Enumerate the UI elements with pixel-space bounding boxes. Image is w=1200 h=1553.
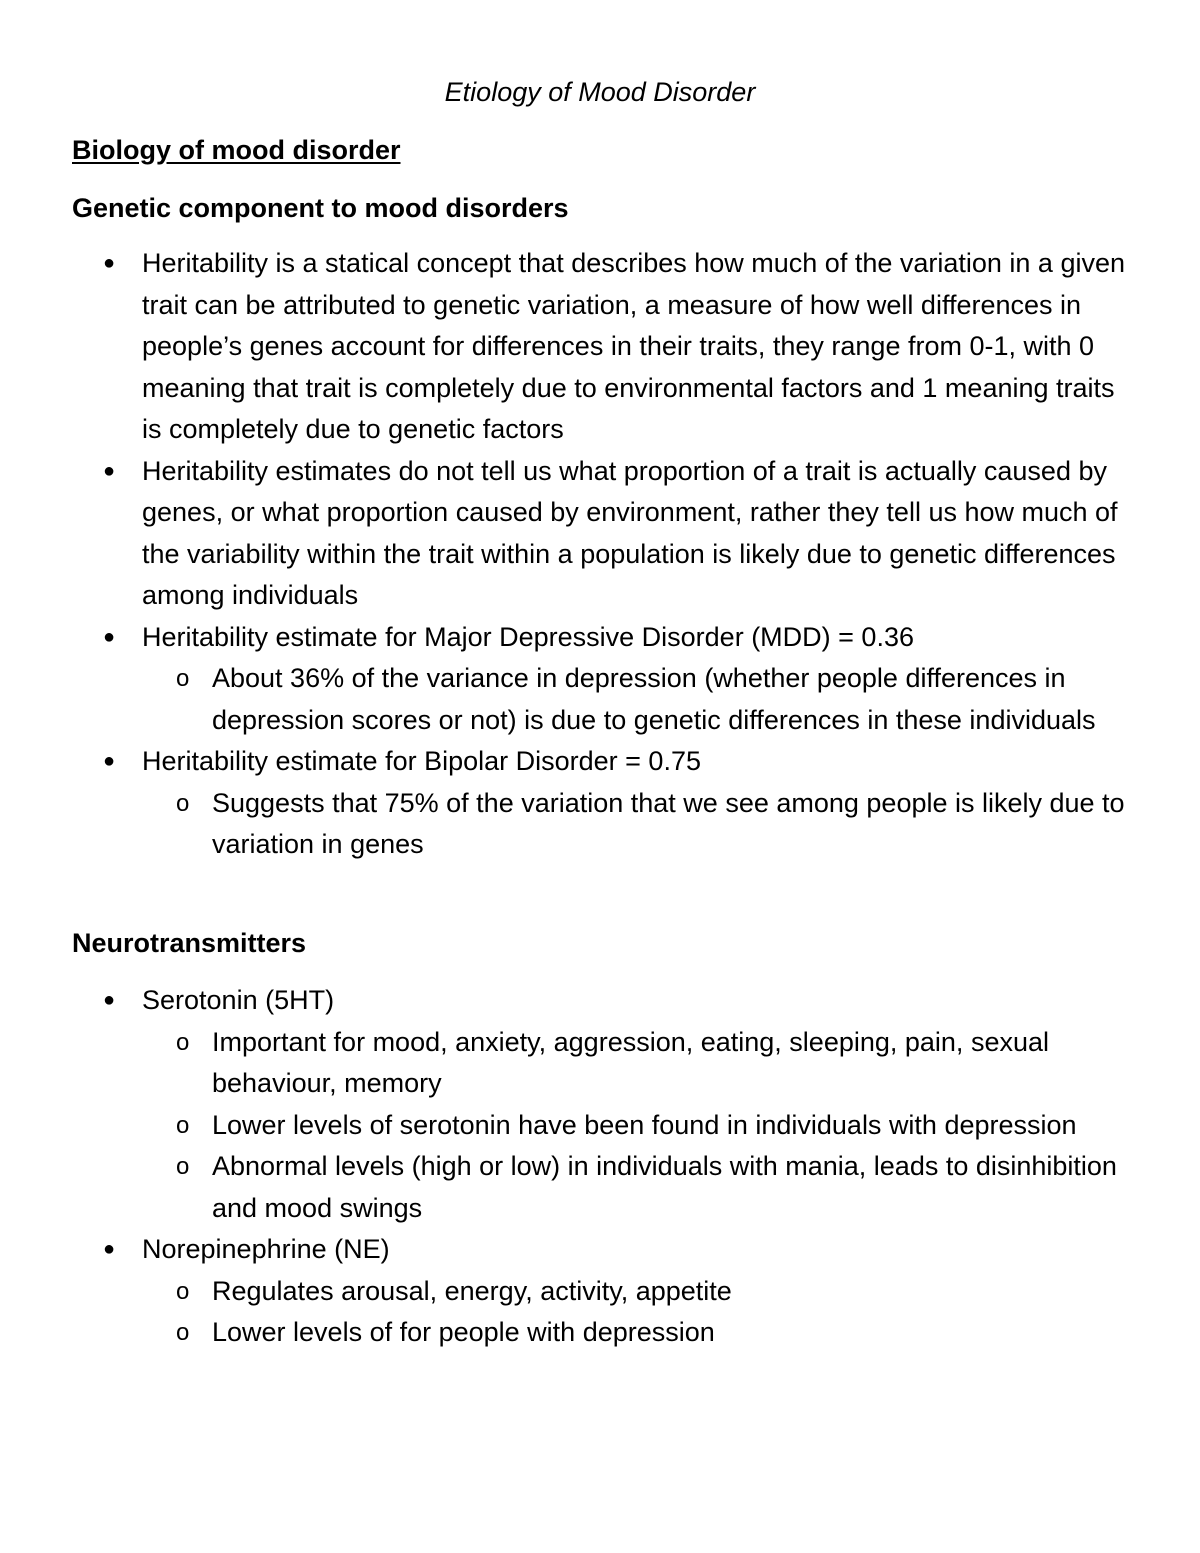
list-item-text: Heritability estimate for Major Depressive Disorder (MDD) = 0.36 (142, 621, 914, 652)
circle-bullet-icon: o (176, 789, 190, 817)
bullet-icon: ● (103, 750, 116, 772)
sub-list-item (0, 1146, 1200, 1229)
neuro-list (0, 980, 1200, 1354)
bullet-icon: ● (103, 1238, 116, 1260)
sub-list-item (0, 1271, 1200, 1313)
list-item (0, 451, 1200, 617)
circle-bullet-icon: o (176, 1319, 190, 1346)
bullet-icon: ● (103, 989, 116, 1011)
list-item (0, 243, 1200, 451)
circle-bullet-icon: o (176, 1277, 190, 1305)
sub-list-item (0, 658, 1200, 741)
circle-bullet-icon: o (176, 1028, 190, 1056)
circle-bullet-icon: o (176, 1111, 190, 1139)
bullet-icon: ● (103, 459, 116, 482)
genetic-heading: Genetic component to mood disorders (72, 193, 569, 223)
circle-bullet-icon: o (176, 1153, 190, 1180)
genetic-list (0, 243, 1200, 866)
sub-list-item (0, 1312, 1200, 1354)
document-title: Etiology of Mood Disorder (444, 77, 756, 107)
list-item-text: Heritability estimate for Bipolar Disorder = 0.75 (142, 746, 701, 776)
list-item (0, 1229, 1200, 1271)
sub-list-item (0, 1022, 1200, 1105)
sub-list-item (0, 783, 1200, 866)
sub-list-item-text: Abnormal levels (high or low) in individuals with mania, leads to disinhibition and mood swings (212, 1151, 1117, 1223)
sub-list-item-text: Regulates arousal, energy, activity, appetite (212, 1275, 732, 1306)
bullet-icon: ● (103, 252, 116, 274)
list-item-text: Serotonin (5HT) (142, 985, 335, 1015)
list-item-text: Heritability estimates do not tell us what proportion of a trait is actually caused by genes, or what proportion caused by environment, rather they tell us how much of the variability within the trait within a population is likely due to genetic differences among individuals (142, 455, 1118, 610)
list-item-text: Heritability is a statical concept that describes how much of the variation in a given trait can be attributed to genetic variation, a measure of how well differences in people’s genes account for differences in their traits, they range from 0-1, with 0 meaning that trait is completely due to environmental factors and 1 meaning traits is completely due to genetic factors (142, 248, 1125, 444)
circle-bullet-icon: o (176, 665, 190, 692)
neuro-heading: Neurotransmitters (72, 928, 307, 958)
sub-list-item (0, 1105, 1200, 1147)
list-item (0, 741, 1200, 783)
bullet-icon: ● (103, 625, 116, 648)
list-item (0, 980, 1200, 1022)
sub-list-item-text: About 36% of the variance in depression (whether people differences in depression scores or not) is due to genetic differences in these individuals (212, 663, 1096, 735)
sub-list-item-text: Lower levels of for people with depression (212, 1317, 715, 1347)
sub-list-item-text: Suggests that 75% of the variation that we see among people is likely due to variation in genes (212, 787, 1125, 859)
sub-list-item-text: Important for mood, anxiety, aggression, eating, sleeping, pain, sexual behaviour, memory (212, 1026, 1049, 1098)
sub-list-item-text: Lower levels of serotonin have been found in individuals with depression (212, 1109, 1077, 1140)
section-heading: Biology of mood disorder (72, 135, 401, 165)
list-item (0, 617, 1200, 659)
list-item-text: Norepinephrine (NE) (142, 1234, 390, 1264)
